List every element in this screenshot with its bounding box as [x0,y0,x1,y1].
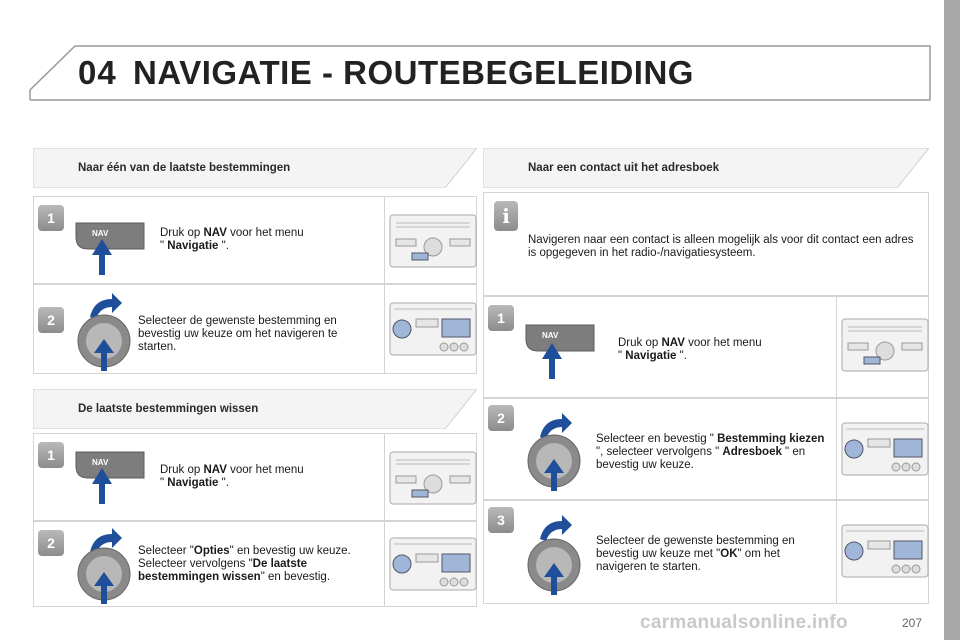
side-tab-bar [944,0,960,640]
step-box [33,196,477,284]
step-box [33,284,477,374]
section-band-address-book [483,148,929,188]
step-box [33,521,477,607]
step-number-badge: 2 [488,405,514,431]
step-instruction: Druk op NAV voor het menu " Navigatie ". [618,337,762,362]
step-box [483,296,929,398]
press-arrow-icon [92,337,116,373]
radio-panel-illustration [388,448,478,508]
watermark: carmanualsonline.info [640,612,848,633]
press-arrow-icon [90,466,114,506]
step-number-badge: 1 [488,305,514,331]
nav-key-label: NAV [92,229,109,238]
radio-panel-illustration [388,299,478,359]
section-title: De laatste bestemmingen wissen [78,403,259,415]
page-number: 207 [902,616,923,630]
info-box [483,192,929,296]
step-number-badge: 1 [38,442,64,468]
step-number-badge: 2 [38,307,64,333]
nav-key-label: NAV [92,458,109,467]
step-instruction: Selecteer de gewenste bestemming en bevestig uw keuze om het navigeren te starten. [138,315,338,353]
press-arrow-icon [542,457,566,493]
step-box [483,398,929,500]
header [0,0,960,110]
radio-panel-illustration [388,534,478,594]
step-instruction: Selecteer "Opties" en bevestig uw keuze. Selecteer vervolgens "De laatste bestemmingen wissen" en bevestig. [138,545,351,583]
step-box [483,500,929,604]
step-number-badge: 3 [488,507,514,533]
press-arrow-icon [540,341,564,381]
step-instruction: Selecteer en bevestig " Bestemming kiezen ", selecteer vervolgens " Adresboek " en bevestig uw keuze. [596,433,825,471]
step-number-badge: 1 [38,205,64,231]
radio-panel-illustration [840,315,930,375]
section-title: Naar één van de laatste bestemmingen [78,162,291,174]
press-arrow-icon [90,237,114,277]
step-instruction: Selecteer de gewenste bestemming en bevestig uw keuze met "OK" om het navigeren te starten. [596,535,795,573]
section-title: Naar een contact uit het adresboek [528,162,720,174]
radio-panel-illustration [840,419,930,479]
info-icon: i [494,201,518,231]
section-band-clear-destinations [33,389,477,429]
step-instruction: Druk op NAV voor het menu " Navigatie ". [160,227,304,252]
step-number-badge: 2 [38,530,64,556]
nav-key-label: NAV [542,331,559,340]
radio-panel-illustration [388,211,478,271]
step-box [33,433,477,521]
step-instruction: Druk op NAV voor het menu " Navigatie ". [160,464,304,489]
chapter-number: 04 [78,54,117,91]
press-arrow-icon [542,561,566,597]
press-arrow-icon [92,570,116,606]
section-band-last-destinations [33,148,477,188]
page-title: NAVIGATIE - ROUTEBEGELEIDING [133,54,694,91]
radio-panel-illustration [840,521,930,581]
info-text: Navigeren naar een contact is alleen mogelijk als voor dit contact een adres is opgegeven in het radio-/navigatiesysteem. [528,234,914,259]
